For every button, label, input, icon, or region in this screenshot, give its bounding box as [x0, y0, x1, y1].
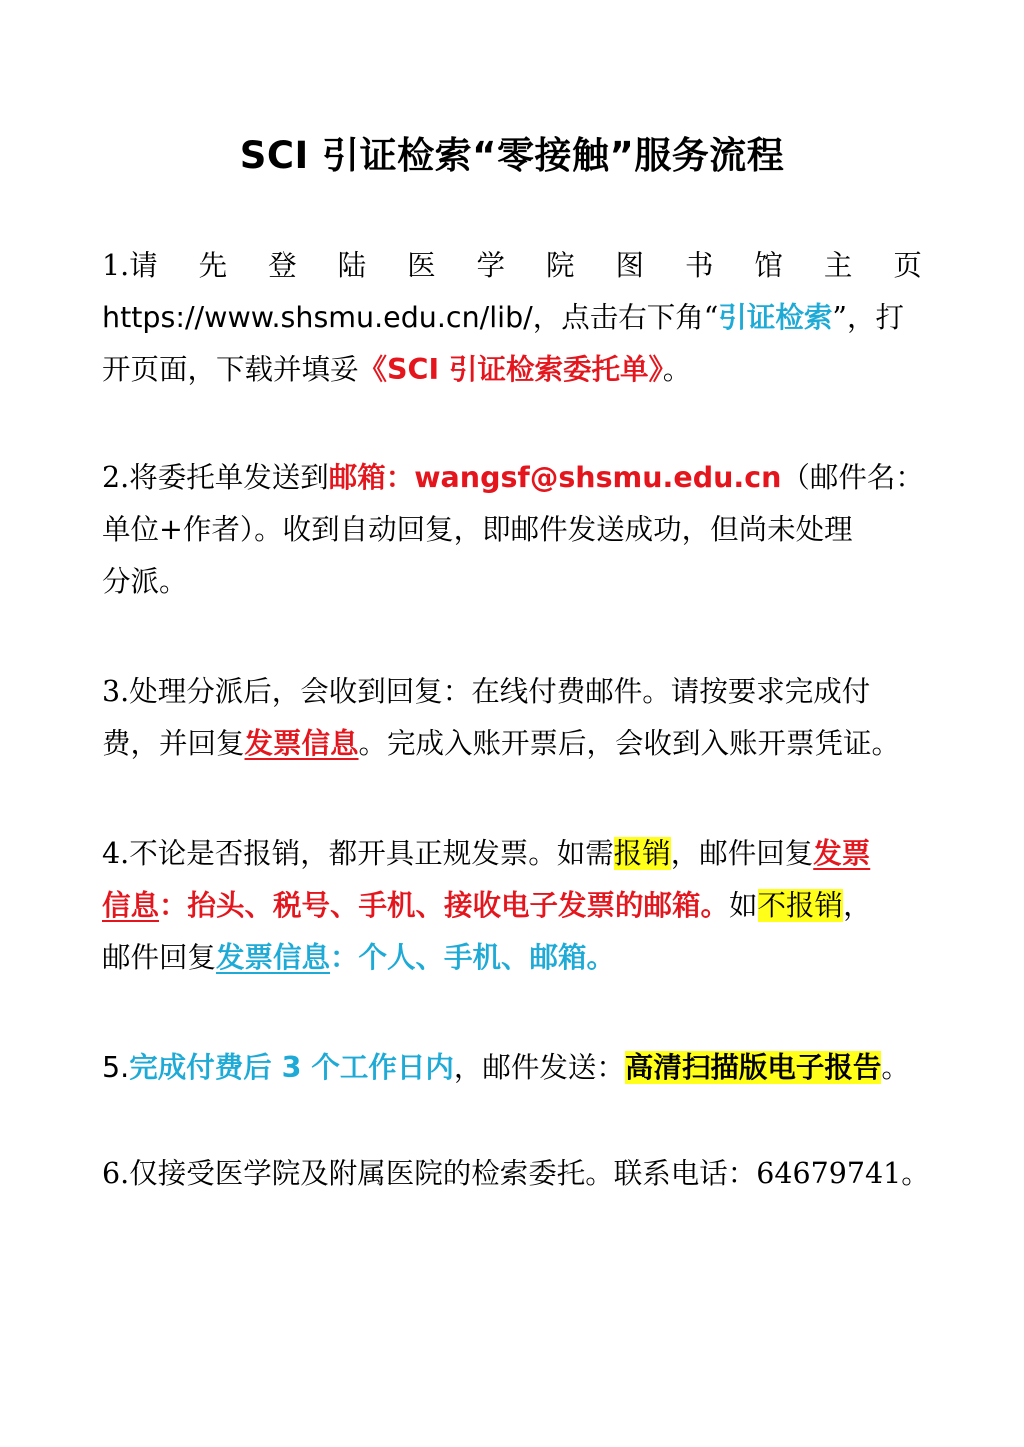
step-1-lead-char: 学 [476, 249, 506, 282]
report-highlight: 高清扫描版电子报告 [624, 1051, 882, 1084]
step-1-line-3 [102, 344, 922, 396]
email-address-link[interactable]: wangsf@shsmu.edu.cn [414, 461, 782, 494]
step-4-paragraph [102, 828, 922, 984]
step-3-line-1: 3.处理分派后，会收到回复：在线付费邮件。请按要求完成付 [102, 675, 871, 708]
step-6-line-1: 6.仅接受医学院及附属医院的检索委托。联系电话：64679741。 [102, 1157, 930, 1190]
library-url-link[interactable]: https://www.shsmu.edu.cn/lib/ [102, 301, 533, 334]
email-label: 邮箱： [328, 461, 415, 494]
step-1-lead-char: 先 [198, 249, 228, 282]
step-4-line-2 [102, 880, 922, 932]
step-1-paragraph [102, 240, 922, 396]
step-3-text-a: 费，并回复 [102, 727, 245, 760]
step-1-line-2 [102, 292, 922, 344]
step-1-line-1 [102, 240, 922, 292]
step-4-text-c: 如 [729, 889, 758, 922]
step-4-text-b: ，邮件回复 [670, 837, 814, 870]
step-1-lead-char: 陆 [337, 249, 367, 282]
invoice-info-blue: 发票信息 [216, 941, 331, 974]
step-5-text-a: ，邮件发送： [453, 1051, 625, 1084]
step-1-lead-char: 主 [823, 249, 853, 282]
step-1-lead-char: 登 [268, 249, 297, 282]
step-1-lead-char: 馆 [754, 249, 783, 282]
invoice-info-red-details: ：抬头、税号、手机、接收电子发票的邮箱。 [159, 889, 730, 922]
step-2-text-a: 2.将委托单发送到 [102, 461, 329, 494]
step-1-lead-char: 院 [546, 249, 575, 282]
invoice-info-blue-details: ：个人、手机、邮箱。 [330, 941, 616, 974]
step-5-text-b: 。 [881, 1051, 910, 1084]
step-2-text-b: （邮件名： [781, 461, 924, 494]
step-1-lead-char: 医 [407, 249, 436, 282]
step-4-line-3 [102, 932, 922, 984]
reimburse-highlight: 报销 [613, 837, 671, 870]
step-5-paragraph [102, 1042, 922, 1094]
invoice-info-link[interactable]: 发票信息 [244, 727, 359, 760]
step-4-text-d: ， [843, 889, 872, 922]
step-2-line-3: 分派。 [102, 565, 188, 598]
commission-form-name: 《SCI 引证检索委托单》 [358, 353, 663, 386]
no-reimburse-highlight: 不报销 [757, 889, 844, 922]
step-3-paragraph [102, 666, 922, 770]
step-5-line-1 [102, 1042, 922, 1094]
step-1-lead-char: 页 [893, 249, 922, 282]
step-1-text-c: 开页面，下载并填妥 [102, 353, 359, 386]
step-3-line-2 [102, 718, 922, 770]
invoice-info-red-part-2: 信息 [102, 889, 160, 922]
step-6-paragraph [102, 1148, 930, 1200]
step-3-text-b: 。完成入账开票后，会收到入账开票凭证。 [358, 727, 901, 760]
step-1-lead-char: 1.请 [102, 249, 158, 282]
step-4-line-1 [102, 828, 922, 880]
step-5-number: 5. [102, 1051, 130, 1084]
step-1-text-d: 。 [662, 353, 692, 386]
step-4-text-a: 4.不论是否报销，都开具正规发票。如需 [102, 837, 614, 870]
invoice-info-red-part-1: 发票 [813, 837, 871, 870]
citation-search-link[interactable]: 引证检索 [718, 301, 833, 334]
step-2-line-1 [102, 452, 922, 504]
step-2-line-2: 单位+作者）。收到自动回复，即邮件发送成功，但尚未处理 [102, 513, 853, 546]
step-1-text-a: ，点击右下角“ [532, 301, 719, 334]
delivery-timeframe: 完成付费后 3 个工作日内 [129, 1051, 454, 1084]
step-1-lead-char: 图 [615, 249, 644, 282]
page-title: SCI 引证检索“零接触”服务流程 [239, 134, 785, 177]
step-4-text-e: 邮件回复 [102, 941, 217, 974]
step-1-lead-char: 书 [684, 249, 714, 282]
step-1-text-b: ”，打 [832, 301, 904, 334]
step-2-paragraph [102, 452, 922, 608]
